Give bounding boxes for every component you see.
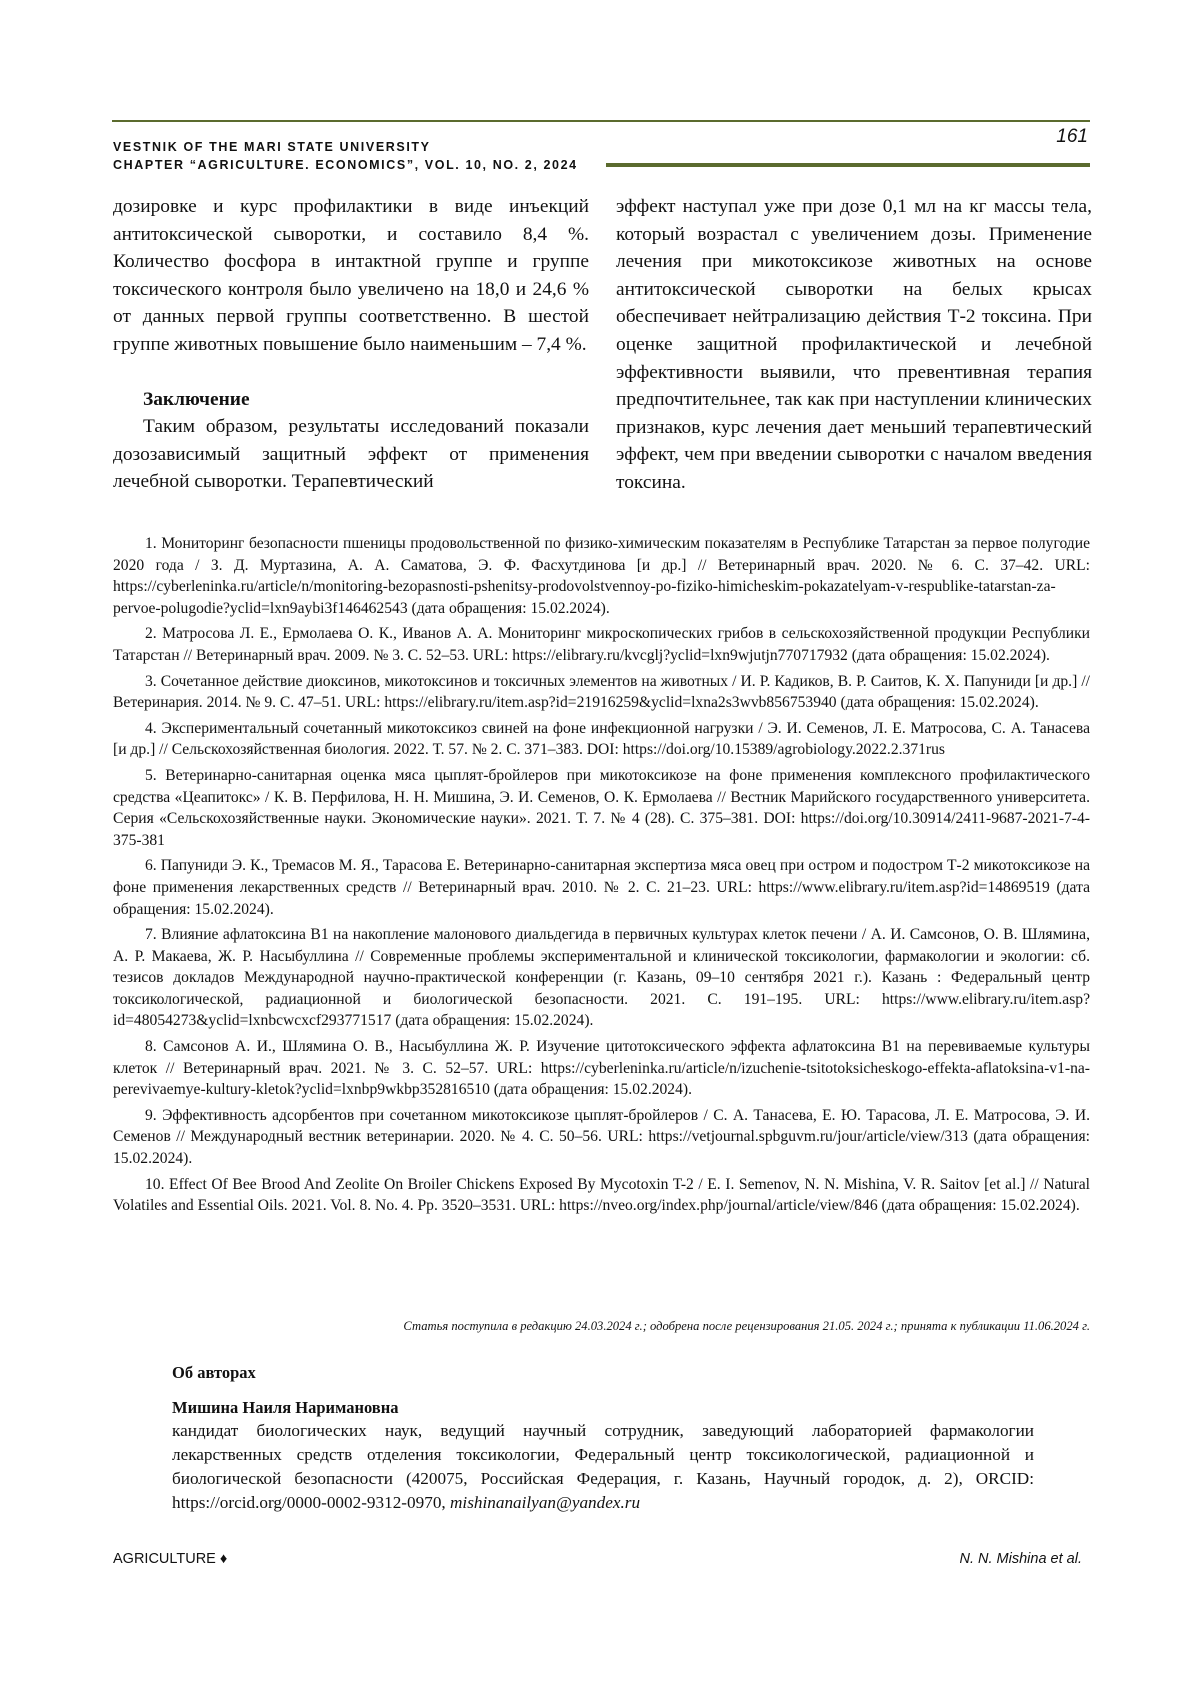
author-bio [172,1419,1034,1515]
footer-section-label: AGRICULTURE ♦ [113,1551,228,1567]
author-name: Мишина Наиля Наримановна [172,1398,399,1417]
author-bio-text: кандидат биологических наук, ведущий научный сотрудник, заведующий лабораторией фармакологии лекарственных средств отделения токсикологии, Федеральный центр токсикологической, радиационной и биологической безопасности (420075, Российская Федерация, г. Казань, Научный городок, д. 2), ORCID: https://orcid.org/0000-0002-9312-0970, [172,1421,1034,1512]
journal-title: VESTNIK OF THE MARI STATE UNIVERSITY [113,140,431,154]
page-number: 161 [1056,126,1088,147]
reference-item: 8. Самсонов А. И., Шлямина О. В., Насыбуллина Ж. Р. Изучение цитотоксического эффекта афлатоксина В1 на перевиваемые культуры клеток // Ветеринарный врач. 2021. № 3. С. 52–57. URL: https://cyberleninka.ru/article/n/izuchenie-tsitotoksicheskogo-effekta-aflatoksina-v1-na-perevivaemye-kultury-kletok?yclid=lxnbp9wkbp352816510 (дата обращения: 15.02.2024). [113,1038,1090,1099]
reference-item: 9. Эффективность адсорбентов при сочетанном микотоксикозе цыплят-бройлеров / С. А. Танасева, Е. Ю. Тарасова, Л. Е. Матросова, Э. И. Семенов // Международный вестник ветеринарии. 2020. № 4. С. 50–56. URL: https://vetjournal.spbguvm.ru/jour/article/view/313 (дата обращения: 15.02.2024). [113,1106,1090,1168]
footer-authors: N. N. Mishina et al. [959,1551,1082,1567]
reference-item: 2. Матросова Л. Е., Ермолаева О. К., Иванов А. А. Мониторинг микроскопических грибов в сельскохозяйственной продукции Республики Татарстан // Ветеринарный врач. 2009. № 3. С. 52–53. URL: https://elibrary.ru/kvcglj?yclid=lxn9wjutjn770717932 (дата обращения: 15.02.2024). [113,625,1090,664]
body-paragraph: Таким образом, результаты исследований показали дозозависимый защитный эффект от применения лечебной сыворотки. Терапевтический [113,416,589,493]
left-column [113,193,589,496]
reference-list [113,533,1090,1221]
section-heading-conclusion: Заключение [143,388,250,410]
received-note: Статья поступила в редакцию 24.03.2024 г.; одобрена после рецензирования 21.05. 2024 г.; принята к публикации 11.06.2024 г. [403,1319,1090,1333]
body-paragraph: эффект наступал уже при дозе 0,1 мл на кг массы тела, который возрастал с увеличением дозы. Применение лечения при микотоксикозе животных на основе антитоксической сыворотки на белых крысах обеспечивает нейтрализацию действия Т-2 токсина. При оценке защитной профилактической и лечебной эффективности выявили, что превентивная терапия предпочтительнее, так как при наступлении клинических признаков, курс лечения дает меньший терапевтический эффект, чем при введении сыворотки с началом введения токсина. [616,196,1092,493]
reference-item: 1. Мониторинг безопасности пшеницы продовольственной по физико-химическим показателям в Республике Татарстан за первое полугодие 2020 года / З. Д. Муртазина, А. А. Саматова, Э. Ф. Фасхутдинова [и др.] // Ветеринарный врач. 2020. № 6. С. 37–42. URL: https://cyberleninka.ru/article/n/monitoring-bezopasnosti-pshenitsy-prodovolstvennoy-po-fiziko-himicheskim-pokazatelyam-v-respublike-tatarstan-za-pervoe-polugodie?yclid=lxn9aybi3f146462543 (дата обращения: 15.02.2024). [113,535,1090,617]
right-column [616,193,1092,497]
reference-item: 5. Ветеринарно-санитарная оценка мяса цыплят-бройлеров при микотоксикозе на фоне применения комплексного профилактического средства «Цеапитокс» / К. В. Перфилова, Н. Н. Мишина, Э. И. Семенов, О. К. Ермолаева // Вестник Марийского государственного университета. Серия «Сельскохозяйственные науки. Экономические науки». 2021. Т. 7. № 4 (28). С. 375–381. DOI: https://doi.org/10.30914/2411-9687-2021-7-4-375-381 [113,766,1090,849]
journal-chapter: CHAPTER “AGRICULTURE. ECONOMICS”, VOL. 10, NO. 2, 2024 [113,158,578,172]
body-paragraph: дозировке и курс профилактики в виде инъекций антитоксической сыворотки, и составило 8,4 %. Количество фосфора в интактной группе и группе токсического контроля было увеличено на 18,0 и 24,6 % от данных первой группы соответственно. В шестой группе животных повышение было наименьшим – 7,4 %. [113,196,589,355]
header-rule [112,120,1090,122]
author-email-link[interactable]: mishinanailyan@yandex.ru [450,1493,641,1512]
header-bar [606,163,1090,167]
journal-header [113,138,578,174]
reference-item: 7. Влияние афлатоксина B1 на накопление малонового диальдегида в первичных культурах клеток печени / А. И. Самсонов, О. В. Шлямина, А. Р. Макаева, Ж. Р. Насыбуллина // Современные проблемы экспериментальной и клинической токсикологии, фармакологии и экологии: сб. тезисов докладов Международной научно-практической конференции (г. Казань, 09–10 сентября 2021 г.). Казань : Федеральный центр токсикологической, радиационной и биологической безопасности. 2021. С. 191–195. URL: https://www.elibrary.ru/item.asp?id=48054273&yclid=lxnbcwcxcf293771517 (дата обращения: 15.02.2024). [113,926,1090,1030]
authors-heading: Об авторах [172,1363,256,1382]
reference-item: 10. Effect Of Bee Brood And Zeolite On Broiler Chickens Exposed By Mycotoxin T-2 / E. I. Semenov, N. N. Mishina, V. R. Saitov [et al.] // Natural Volatiles and Essential Oils. 2021. Vol. 8. No. 4. Pp. 3520–3531. URL: https://nveo.org/index.php/journal/article/view/846 (дата обращения: 15.02.2024). [113,1175,1090,1215]
authors-section [172,1362,1090,1515]
reference-item: 3. Сочетанное действие диоксинов, микотоксинов и токсичных элементов на животных / И. Р. Кадиков, В. Р. Саитов, К. Х. Папуниди [и др.] // Ветеринария. 2014. № 9. С. 47–51. URL: https://elibrary.ru/item.asp?id=21916259&yclid=lxna2s3wvb856753940 (дата обращения: 15.02.2024). [113,672,1090,712]
reference-item: 6. Папуниди Э. К., Тремасов М. Я., Тарасова Е. Ветеринарно-санитарная экспертиза мяса овец при остром и подостром Т-2 микотоксикозе на фоне применения лекарственных средств // Ветеринарный врач. 2010. № 2. С. 21–23. URL: https://www.elibrary.ru/item.asp?id=14869519 (дата обращения: 15.02.2024). [113,857,1090,918]
reference-item: 4. Экспериментальный сочетанный микотоксикоз свиней на фоне инфекционной нагрузки / Э. И. Семенов, Л. Е. Матросова, С. А. Танасева [и др.] // Сельскохозяйственная биология. 2022. Т. 57. № 2. С. 371–383. DOI: https://doi.org/10.15389/agrobiology.2022.2.371rus [113,719,1090,759]
